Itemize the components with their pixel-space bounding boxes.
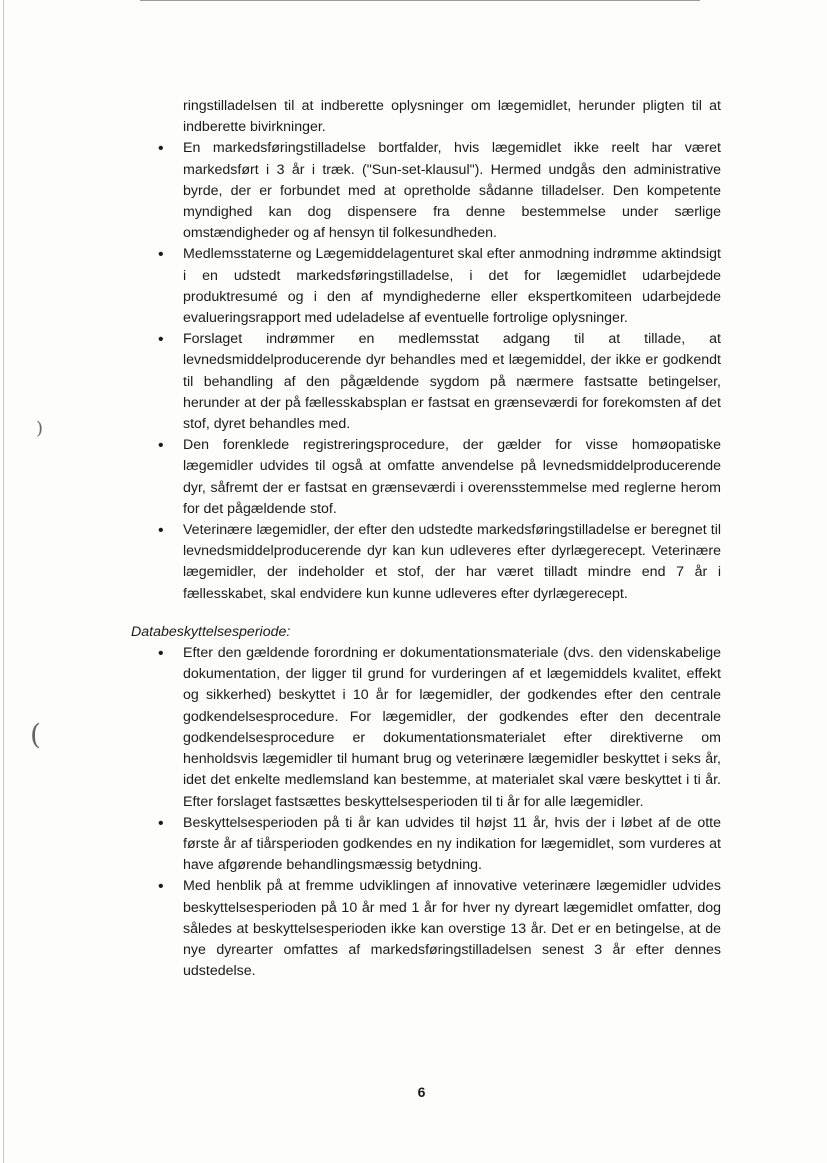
list-item: • Efter den gældende forordning er dokumentationsmateriale (dvs. den videnskabelige dokumentation, der ligger til grund for vurderingen af et lægemiddels kvalitet, effekt og sikkerhed) beskyttet i 10 år for lægemidler, der godkendes efter den centrale godkendelsesprocedure. For lægemidler, der godkendes efter den decentrale godkendelsesprocedure er dokumentationsmaterialet efter direktiverne om henholdsvis lægemidler til humant brug og veterinære lægemidler beskyttet i seks år, idet det enkelte medlemsland kan bestemme, at materialet skal være beskyttet i ti år. Efter forslaget fastsættes beskyttelsesperioden til ti år for alle lægemidler. <box>158 645 721 810</box>
bullet-icon: • <box>158 437 164 455</box>
bullet-list-2 <box>137 643 721 982</box>
list-item: • En markedsføringstilladelse bortfalder, hvis lægemidlet ikke reelt har været markedsført i 3 år i træk. ("Sun-set-klausul"). Hermed undgås den administrative byrde, der er forbundet med at opretholde sådanne tilladelser. Den kompetente myndighed kan dog dispensere fra denne bestemmelse under særlige omstændigheder og af hensyn til folkesundheden. <box>158 140 721 242</box>
scan-top-edge <box>140 0 700 1</box>
bullet-icon: • <box>158 246 164 264</box>
bullet-icon: • <box>158 878 164 896</box>
section-heading: Databeskyttelsesperiode: <box>131 623 291 640</box>
scan-artifact-paren: ( <box>30 718 41 751</box>
list-item: • Beskyttelsesperioden på ti år kan udvides til højst 11 år, hvis der i løbet af de otte første år af tiårsperioden godkendes en ny indikation for lægemidlet, som vurderes at have afgørende behandlingsmæssig betydning. <box>158 814 721 874</box>
list-item: • Medlemsstaterne og Lægemiddelagenturet skal efter anmodning indrømme aktindsigt i en udstedt markedsføringstilladelse, i det for lægemidlet udarbejdede produktresumé og i den af myndighederne eller ekspertkomiteen udarbejdede evalueringsrapport med udeladelse af eventuelle fortrolige oplysninger. <box>158 246 721 327</box>
list-item: • Veterinære lægemidler, der efter den udstedte markedsføringstilladelse er beregnet til levnedsmiddelproducerende dyr kan kun udleveres efter dyrlægerecept. Veterinære lægemidler, der indeholder et stof, der har været tilladt mindre end 7 år i fællesskabet, skal endvidere kun kunne udleveres efter dyrlægerecept. <box>158 522 721 602</box>
list-item: • Forslaget indrømmer en medlemsstat adgang til at tillade, at levnedsmiddelproducerende dyr behandles med et lægemiddel, der ikke er godkendt til behandling af den pågældende sygdom på nærmere fastsatte betingelser, herunder at der på fællesskabsplan er fastsat en grænseværdi for forekomsten af det stof, dyret behandles med. <box>158 331 721 433</box>
page-number: 6 <box>417 1084 426 1100</box>
bullet-icon: • <box>158 140 164 158</box>
scan-artifact-bracket: ) <box>36 418 44 439</box>
scan-left-edge <box>3 0 4 1163</box>
bullet-icon: • <box>158 814 164 832</box>
bullet-icon: • <box>158 522 164 540</box>
bullet-list-1 <box>137 138 721 604</box>
bullet-icon: • <box>158 645 164 663</box>
page-body <box>131 96 721 982</box>
list-item: • Med henblik på at fremme udviklingen af innovative veterinære lægemidler udvides beskyttelsesperioden på 10 år med 1 år for hver ny dyreart lægemidlet omfatter, dog således at beskyttelsesperioden ikke kan overstige 13 år. Det er en betingelse, at de nye dyrearter omfattes af markedsføringstilladelsen senest 3 år efter dennes udstedelse. <box>158 878 721 980</box>
list-item: • Den forenklede registreringsprocedure, der gælder for visse homøopatiske lægemidler udvides til også at omfatte anvendelse på levnedsmiddelproducerende dyr, såfremt der er fastsat en grænseværdi i overensstemmelse med reglerne herom for det pågældende stof. <box>158 437 721 517</box>
bullet-icon: • <box>158 331 164 349</box>
continued-paragraph: ringstilladelsen til at indberette oplysninger om lægemidlet, herunder pligten til at indberette bivirkninger. <box>183 98 721 136</box>
